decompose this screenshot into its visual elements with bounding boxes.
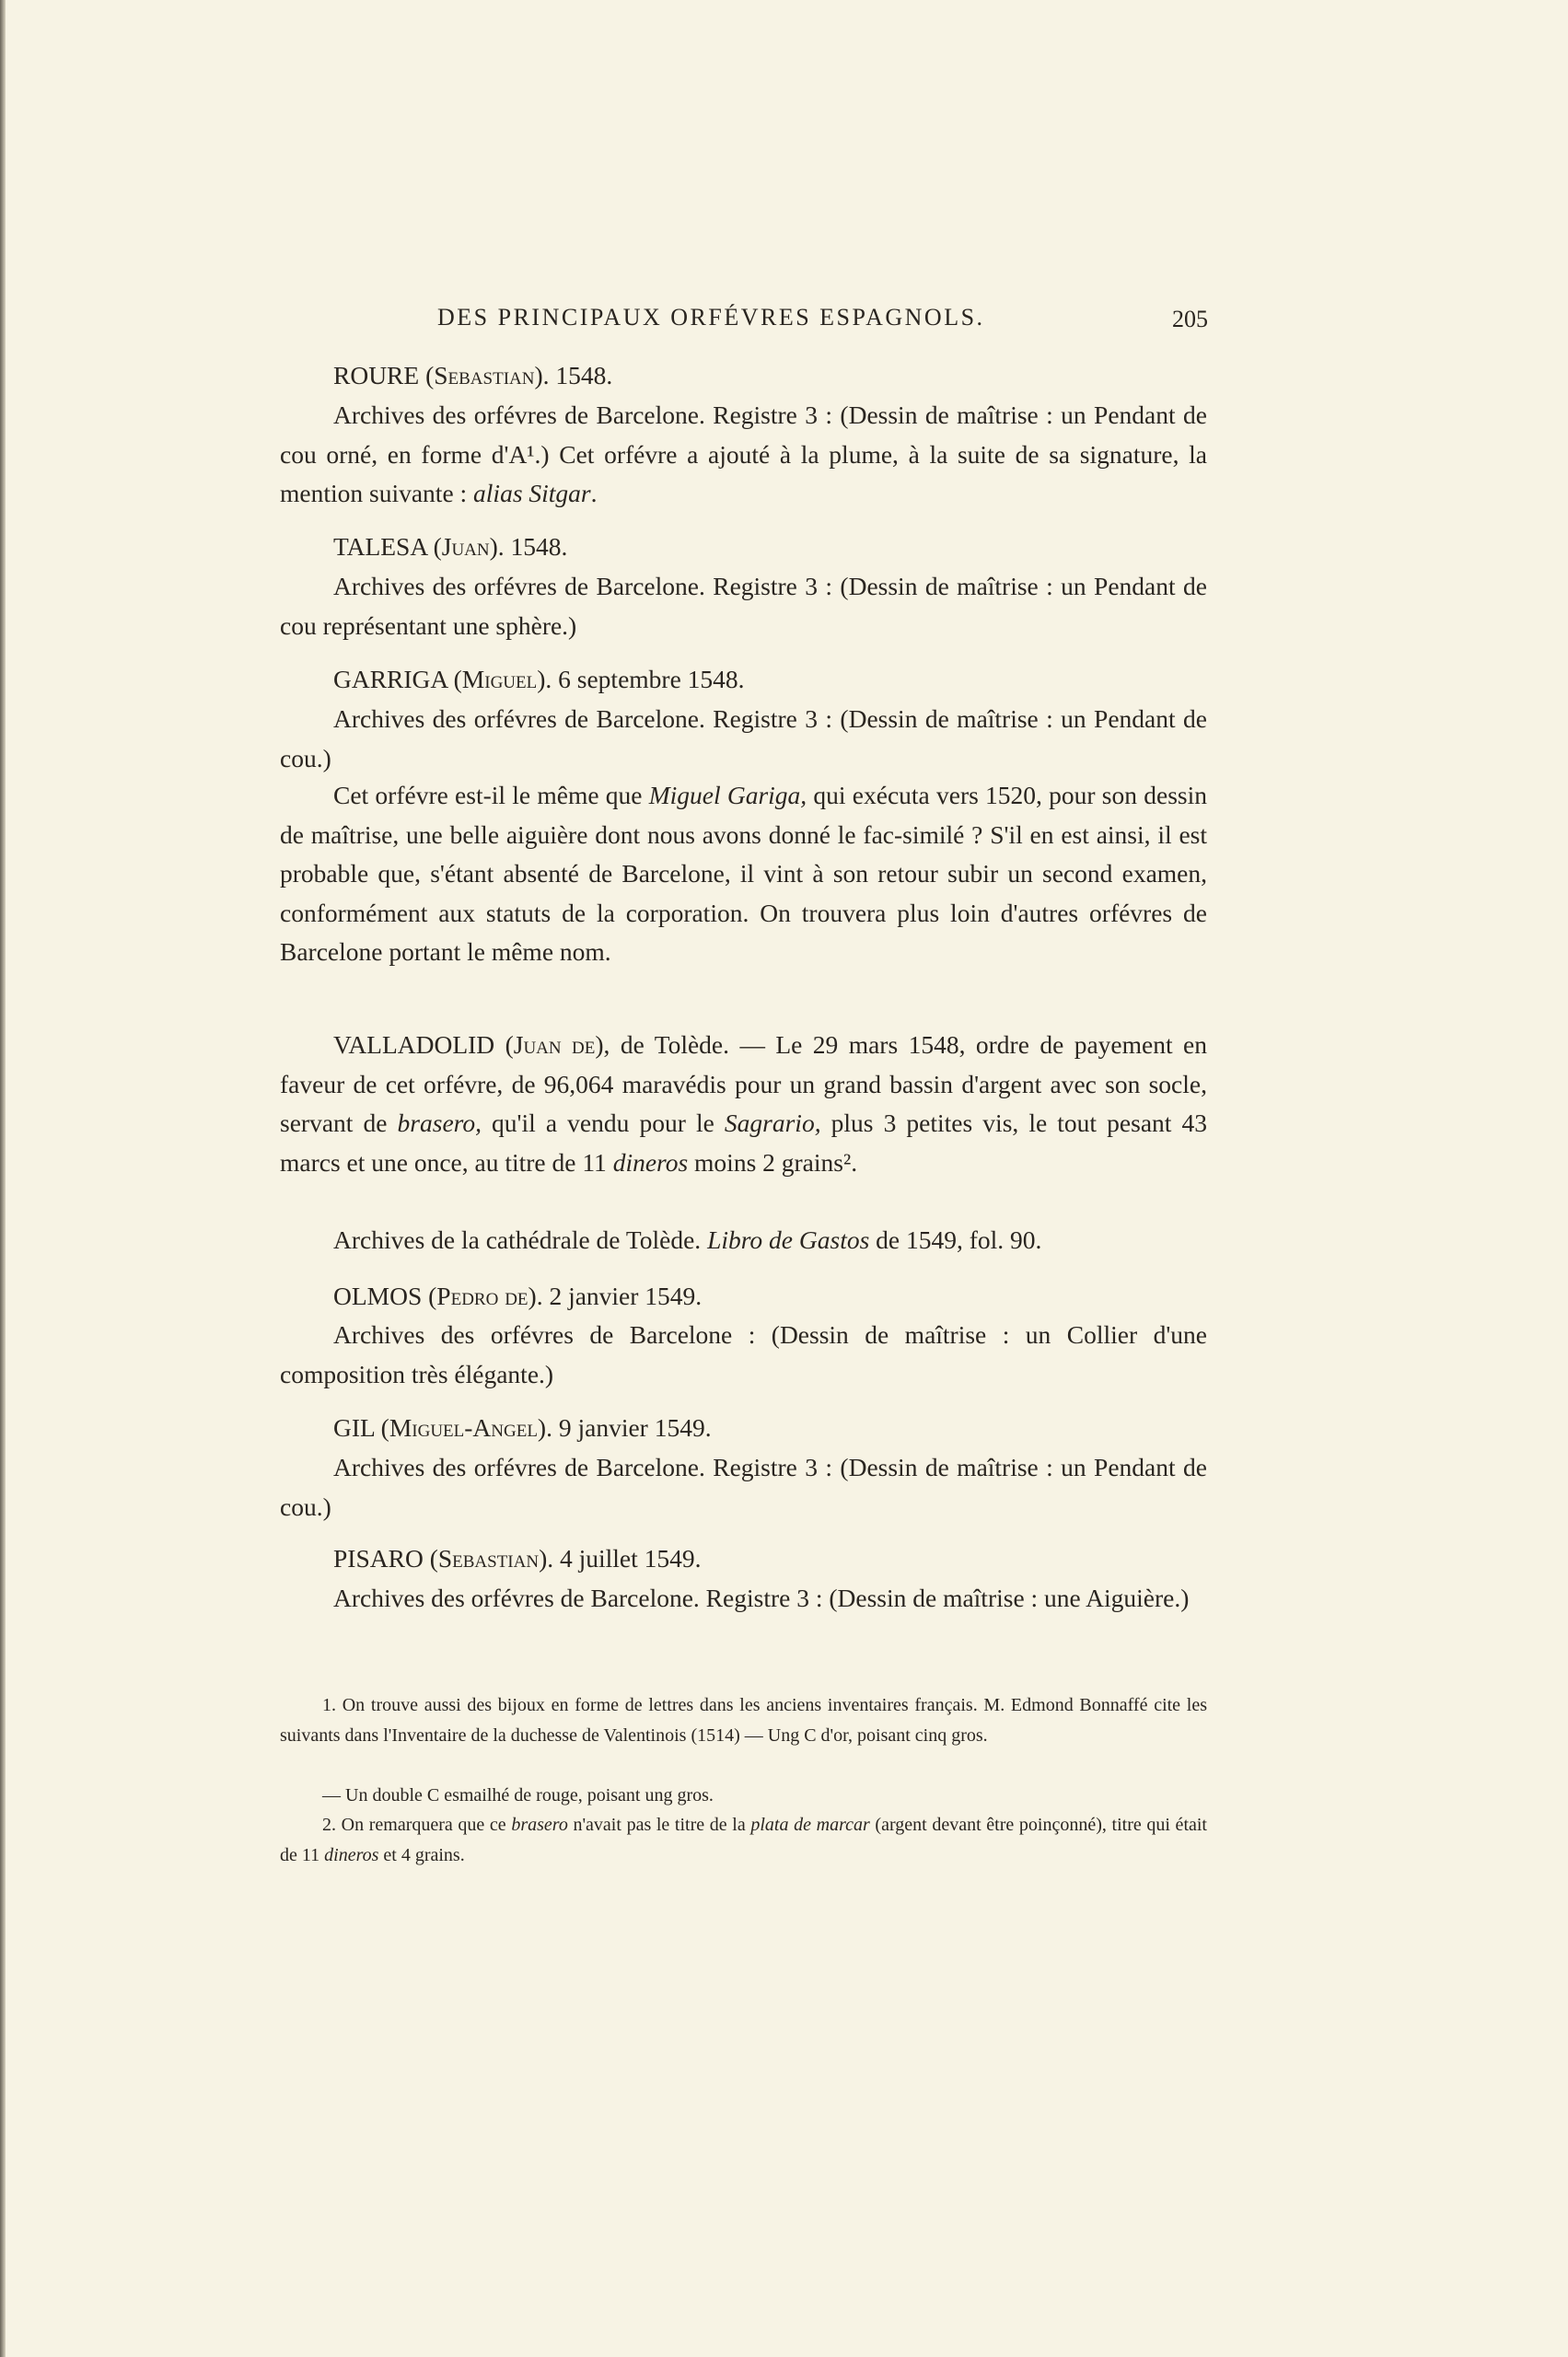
text-run: Archives de la cathédrale de Tolède. bbox=[333, 1225, 708, 1254]
italic-term: Sagrario, bbox=[724, 1109, 821, 1137]
text-run: . 2 janvier 1549. bbox=[536, 1282, 703, 1310]
italic-term: Libro de Gastos bbox=[707, 1225, 870, 1254]
entry-body-gil bbox=[280, 1448, 1207, 1527]
text-run: GIL bbox=[333, 1413, 381, 1442]
footnote-2 bbox=[280, 1810, 1207, 1870]
entry-note-garriga bbox=[280, 776, 1207, 972]
entry-source-valladolid bbox=[280, 1221, 1207, 1260]
text-run: Archives des orfévres de Barcelone. Registre 3 : (Dessin de maîtrise : une Aiguière.) bbox=[333, 1584, 1190, 1612]
italic-term: brasero, bbox=[397, 1109, 482, 1137]
entry-heading-talesa bbox=[280, 528, 1207, 567]
page-number: 205 bbox=[1172, 306, 1208, 332]
text-run: Archives des orfévres de Barcelone. Registre 3 : (Dessin de maîtrise : un Pendant de cou représentant une sphère.) bbox=[280, 572, 1207, 640]
italic-term: Miguel Gariga, bbox=[648, 781, 807, 809]
page-edge bbox=[0, 0, 6, 2357]
text-run: Archives des orfévres de Barcelone : (Dessin de maîtrise : un Collier d'une composition très élégante.) bbox=[280, 1320, 1207, 1388]
italic-term: plata de marcar bbox=[750, 1815, 870, 1835]
text-run: . 1548. bbox=[542, 361, 613, 389]
text-run: plus 3 petites vis, le tout pesant 43 marcs et une once, au titre de 11 bbox=[280, 1109, 1207, 1177]
text-run: OLMOS bbox=[333, 1282, 429, 1310]
text-run: . 6 septembre 1548. bbox=[545, 665, 745, 693]
entry-heading-garriga bbox=[280, 660, 1207, 700]
entry-body-garriga bbox=[280, 700, 1207, 778]
text-run: (argent devant être poinçonné), titre qui était de 11 bbox=[280, 1815, 1207, 1865]
text-run: . 9 janvier 1549. bbox=[546, 1413, 712, 1442]
italic-term: alias Sitgar bbox=[473, 479, 591, 507]
text-run: 1. On trouve aussi des bijoux en forme de lettres dans les anciens inventaires français. M. Edmond Bonnaffé cite les suivants dans l'Inventaire de la duchesse de Valentinois (1514) — Ung C d'or, poisant cinq gros. bbox=[280, 1695, 1207, 1746]
text-run: moins 2 grains². bbox=[688, 1147, 858, 1177]
given-name: (Pedro de) bbox=[428, 1282, 537, 1310]
text-run: VALLADOLID bbox=[333, 1030, 505, 1059]
text-run: et 4 grains. bbox=[378, 1844, 465, 1865]
italic-term: dineros bbox=[324, 1844, 379, 1865]
entry-heading-roure bbox=[280, 356, 1207, 396]
given-name: (Miguel-Angel) bbox=[380, 1413, 547, 1442]
text-run: Archives des orfévres de Barcelone. Registre 3 : (Dessin de maîtrise : un Pendant de cou.) bbox=[280, 704, 1207, 772]
entry-body-olmos bbox=[280, 1316, 1207, 1394]
entry-heading-gil bbox=[280, 1409, 1207, 1448]
text-run: . 4 juillet 1549. bbox=[547, 1544, 702, 1573]
footnote-1-continued bbox=[280, 1781, 1207, 1811]
footnote-1 bbox=[280, 1690, 1207, 1750]
text-run: qui exécuta vers 1520, pour son dessin de maîtrise, une belle aiguière dont nous avons donné le fac-similé ? S'il en est ainsi, il est probable que, s'étant absenté de Barcelone, il vint à son retour subir un second examen, conformément aux statuts de la corporation. On trouvera plus loin d'autres orfévres de Barcelone portant le même nom. bbox=[280, 781, 1207, 966]
text-run: — Un double C esmailhé de rouge, poisant ung gros. bbox=[322, 1785, 714, 1805]
text-run: TALESA bbox=[333, 532, 434, 561]
text-run: 2. On remarquera que ce bbox=[322, 1815, 512, 1835]
text-run: Cet orfévre est-il le même que bbox=[333, 781, 649, 809]
given-name: (Juan de) bbox=[505, 1030, 604, 1059]
text-run: ROURE bbox=[333, 361, 426, 389]
text-run: , de Tolède. — Le 29 mars 1548, ordre de payement en faveur de cet orfévre, de 96,064 maravédis pour un grand bassin d'argent avec son socle, servant de bbox=[280, 1030, 1207, 1137]
text-run: Archives des orfévres de Barcelone. Registre 3 : (Dessin de maîtrise : un Pendant de cou orné, en forme d'A¹.) Cet orfévre a ajouté à la plume, à la suite de sa signature, la mention suivante : bbox=[280, 401, 1207, 507]
text-run: n'avait pas le titre de la bbox=[567, 1815, 751, 1835]
given-name: (Sebastian) bbox=[429, 1544, 548, 1573]
text-run: PISARO bbox=[333, 1544, 430, 1573]
running-title: DES PRINCIPAUX ORFÉVRES ESPAGNOLS. bbox=[437, 304, 985, 331]
text-run: de 1549, fol. 90. bbox=[869, 1225, 1042, 1254]
entry-heading-olmos bbox=[280, 1277, 1207, 1317]
given-name: (Juan) bbox=[433, 532, 498, 561]
entry-valladolid bbox=[280, 1026, 1207, 1182]
text-run: qu'il a vendu pour le bbox=[481, 1109, 725, 1137]
text-run: . bbox=[590, 479, 598, 507]
entry-heading-pisaro bbox=[280, 1539, 1207, 1579]
entry-body-roure bbox=[280, 396, 1207, 514]
italic-term: brasero bbox=[511, 1815, 568, 1835]
entry-body-talesa bbox=[280, 567, 1207, 645]
italic-term: dineros bbox=[612, 1147, 689, 1177]
text-run: GARRIGA bbox=[333, 665, 454, 693]
running-header bbox=[276, 304, 1208, 341]
given-name: (Sebastian) bbox=[425, 361, 543, 389]
text-run: . 1548. bbox=[497, 532, 568, 561]
entry-body-pisaro bbox=[280, 1579, 1207, 1619]
text-run: Archives des orfévres de Barcelone. Registre 3 : (Dessin de maîtrise : un Pendant de cou.) bbox=[280, 1453, 1207, 1521]
given-name: (Miguel) bbox=[453, 665, 546, 693]
